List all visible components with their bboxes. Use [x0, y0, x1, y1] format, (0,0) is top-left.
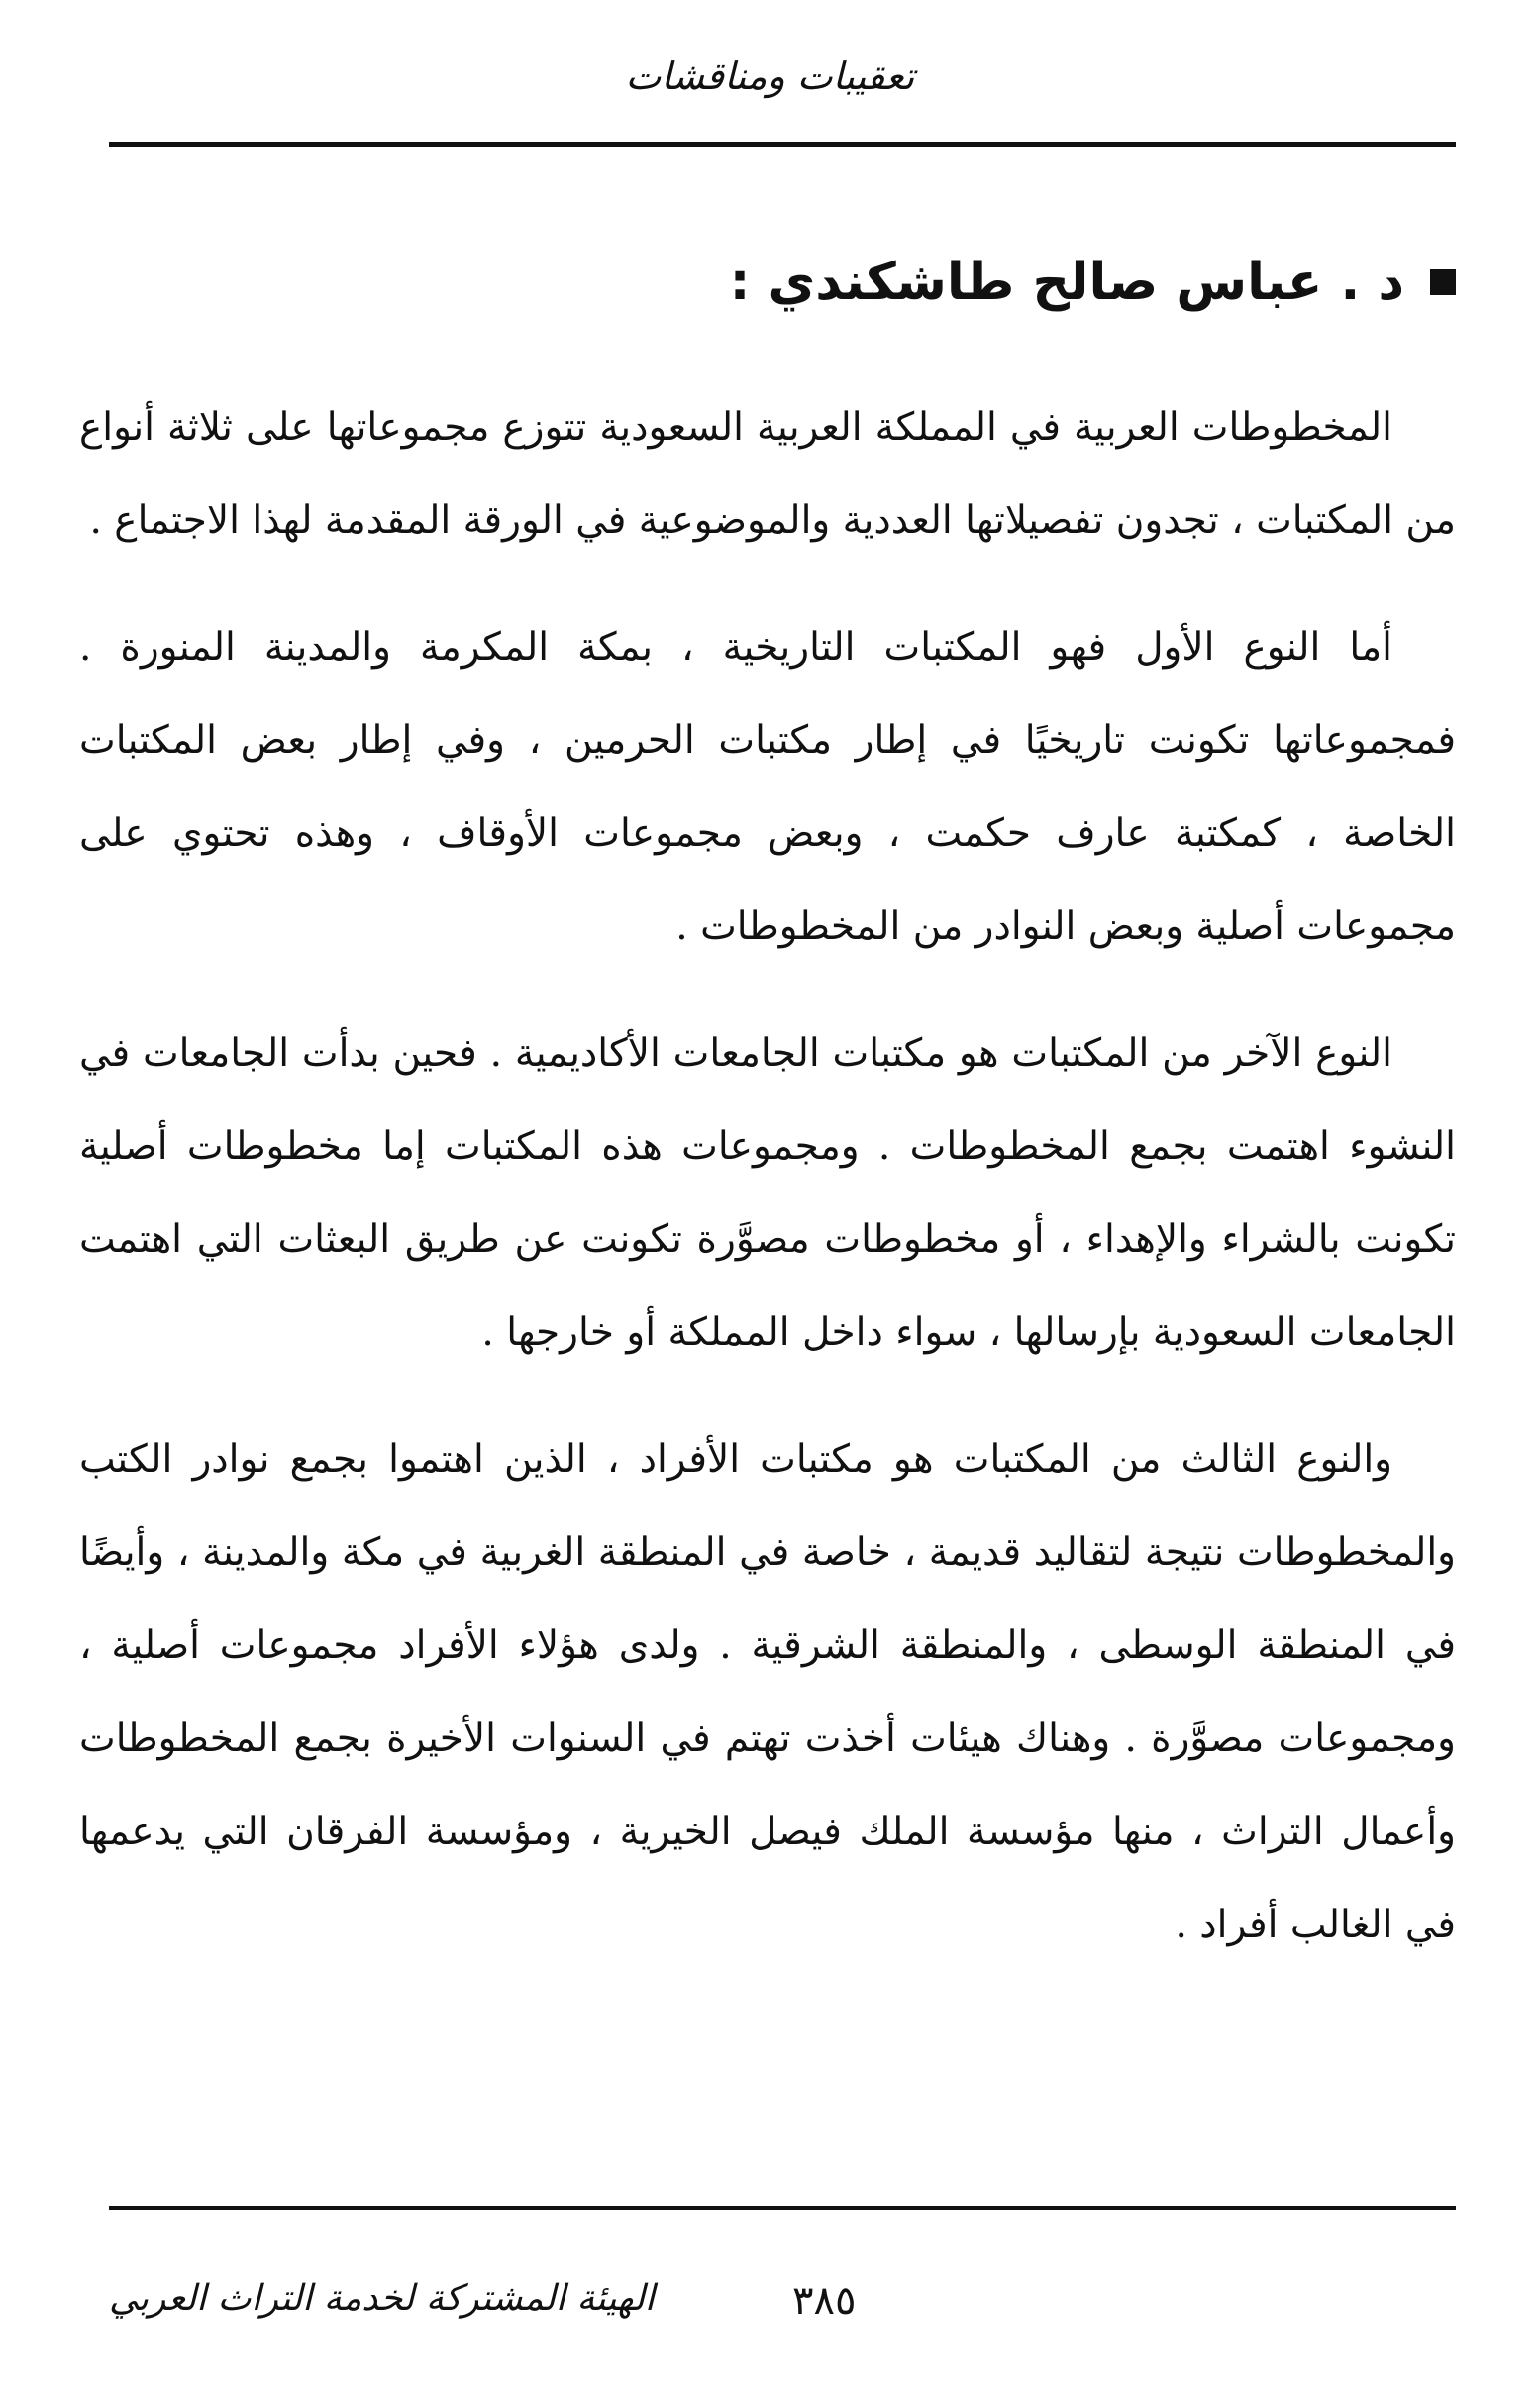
footer-rule — [109, 2206, 1456, 2210]
paragraph: المخطوطات العربية في المملكة العربية السعودية تتوزع مجموعاتها على ثلاثة أنواع من المكتبات ، تجدون تفصيلاتها العددية والموضوعية في الورقة المقدمة لهذا الاجتماع . — [79, 405, 1456, 543]
page-footer — [109, 2278, 1456, 2338]
paragraph: أما النوع الأول فهو المكتبات التاريخية ، بمكة المكرمة والمدينة المنورة . فمجموعاتها تكونت تاريخيًا في إطار مكتبات الحرمين ، وفي إطار بعض المكتبات الخاصة ، كمكتبة عارف حكمت ، وبعض مجموعات الأوقاف ، وهذه تحتوي على مجموعات أصلية وبعض النوادر من المخطوطات . — [79, 625, 1456, 949]
speaker-heading — [79, 253, 1456, 312]
body-text — [79, 381, 1456, 2006]
publisher-name: الهيئة المشتركة لخدمة التراث العربي — [109, 2278, 655, 2319]
square-bullet-icon — [1430, 269, 1456, 295]
page-number: ٣٨٥ — [792, 2278, 857, 2324]
paragraph: والنوع الثالث من المكتبات هو مكتبات الأفراد ، الذين اهتموا بجمع نوادر الكتب والمخطوطات نتيجة لتقاليد قديمة ، خاصة في المنطقة الغربية في مكة والمدينة ، وأيضًا في المنطقة الوسطى ، والمنطقة الشرقية . ولدى هؤلاء الأفراد مجموعات أصلية ، ومجموعات مصوَّرة . وهناك هيئات أخذت تهتم في السنوات الأخيرة بجمع المخطوطات وأعمال التراث ، منها مؤسسة الملك فيصل الخيرية ، ومؤسسة الفرقان التي يدعمها في الغالب أفراد . — [79, 1437, 1456, 1947]
header-rule — [109, 142, 1456, 147]
running-title: تعقيبات ومناقشات — [625, 54, 915, 98]
speaker-name: د . عباس صالح طاشكندي : — [729, 253, 1404, 312]
paragraph: النوع الآخر من المكتبات هو مكتبات الجامعات الأكاديمية . فحين بدأت الجامعات في النشوء اهتمت بجمع المخطوطات . ومجموعات هذه المكتبات إما مخطوطات أصلية تكونت بالشراء والإهداء ، أو مخطوطات مصوَّرة تكونت عن طريق البعثات التي اهتمت الجامعات السعودية بإرسالها ، سواء داخل المملكة أو خارجها . — [79, 1031, 1456, 1355]
